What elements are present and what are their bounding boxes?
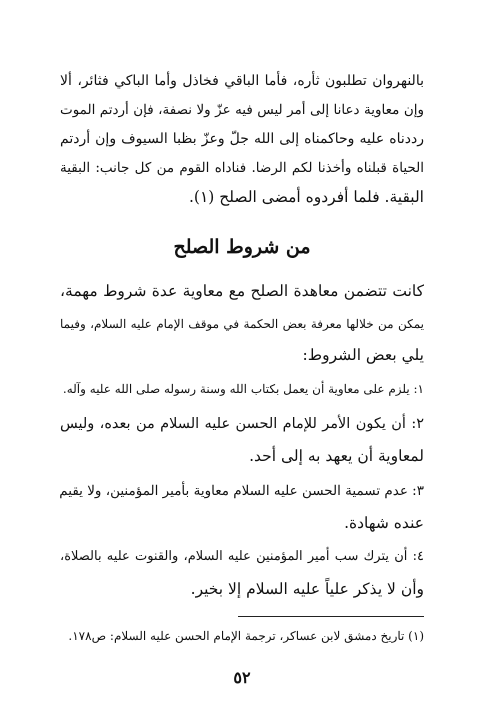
condition-item: ٢: أن يكون الأمر للإمام الحسن عليه السلام من بعده، وليس	[60, 416, 424, 432]
body-line: رددناه عليه وحاكمناه إلى الله جلّ وعزّ بظبا السيوف وإن أردتم	[60, 131, 424, 147]
body-line: وإن معاوية دعانا إلى أمر ليس فيه عزّ ولا نصفة، فإن أردتم الموت	[60, 102, 424, 118]
section-line: كانت تتضمن معاهدة الصلح مع معاوية عدة شروط مهمة،	[60, 282, 424, 300]
condition-item-continuation: لمعاوية أن يعهد به إلى أحد.	[249, 447, 424, 465]
condition-item-continuation: وأن لا يذكر علياً عليه السلام إلا بخير.	[190, 580, 424, 598]
section-line: يلي بعض الشروط:	[302, 346, 424, 364]
section-heading: من شروط الصلح	[173, 236, 311, 258]
condition-item: ٤: أن يترك سب أمير المؤمنين عليه السلام، والقنوت عليه بالصلاة،	[60, 549, 424, 564]
body-line: الحياة قبلناه وأخذنا لكم الرضا. فناداه القوم من كل جانب: البقية	[60, 160, 424, 176]
footnote: (١) تاريخ دمشق لابن عساكر، ترجمة الإمام الحسن عليه السلام: ص١٧٨.	[68, 629, 424, 643]
body-line: بالنهروان تطلبون ثأره، فأما الباقي فخاذل وأما الباكي فثائر، ألا	[60, 73, 424, 89]
section-line: يمكن من خلالها معرفة بعض الحكمة في موقف الإمام عليه السلام، وفيما	[60, 317, 424, 331]
footnote-divider	[238, 616, 424, 617]
page-number: ٥٢	[233, 668, 251, 687]
body-line: البقية. فلما أفردوه أمضى الصلح (١).	[188, 188, 424, 206]
condition-item: ١: يلزم على معاوية أن يعمل بكتاب الله وسنة رسوله صلى الله عليه وآله.	[62, 382, 424, 396]
condition-item: ٣: عدم تسمية الحسن عليه السلام معاوية بأمير المؤمنين، ولا يقيم	[59, 483, 424, 499]
condition-item-continuation: عنده شهادة.	[344, 514, 424, 532]
